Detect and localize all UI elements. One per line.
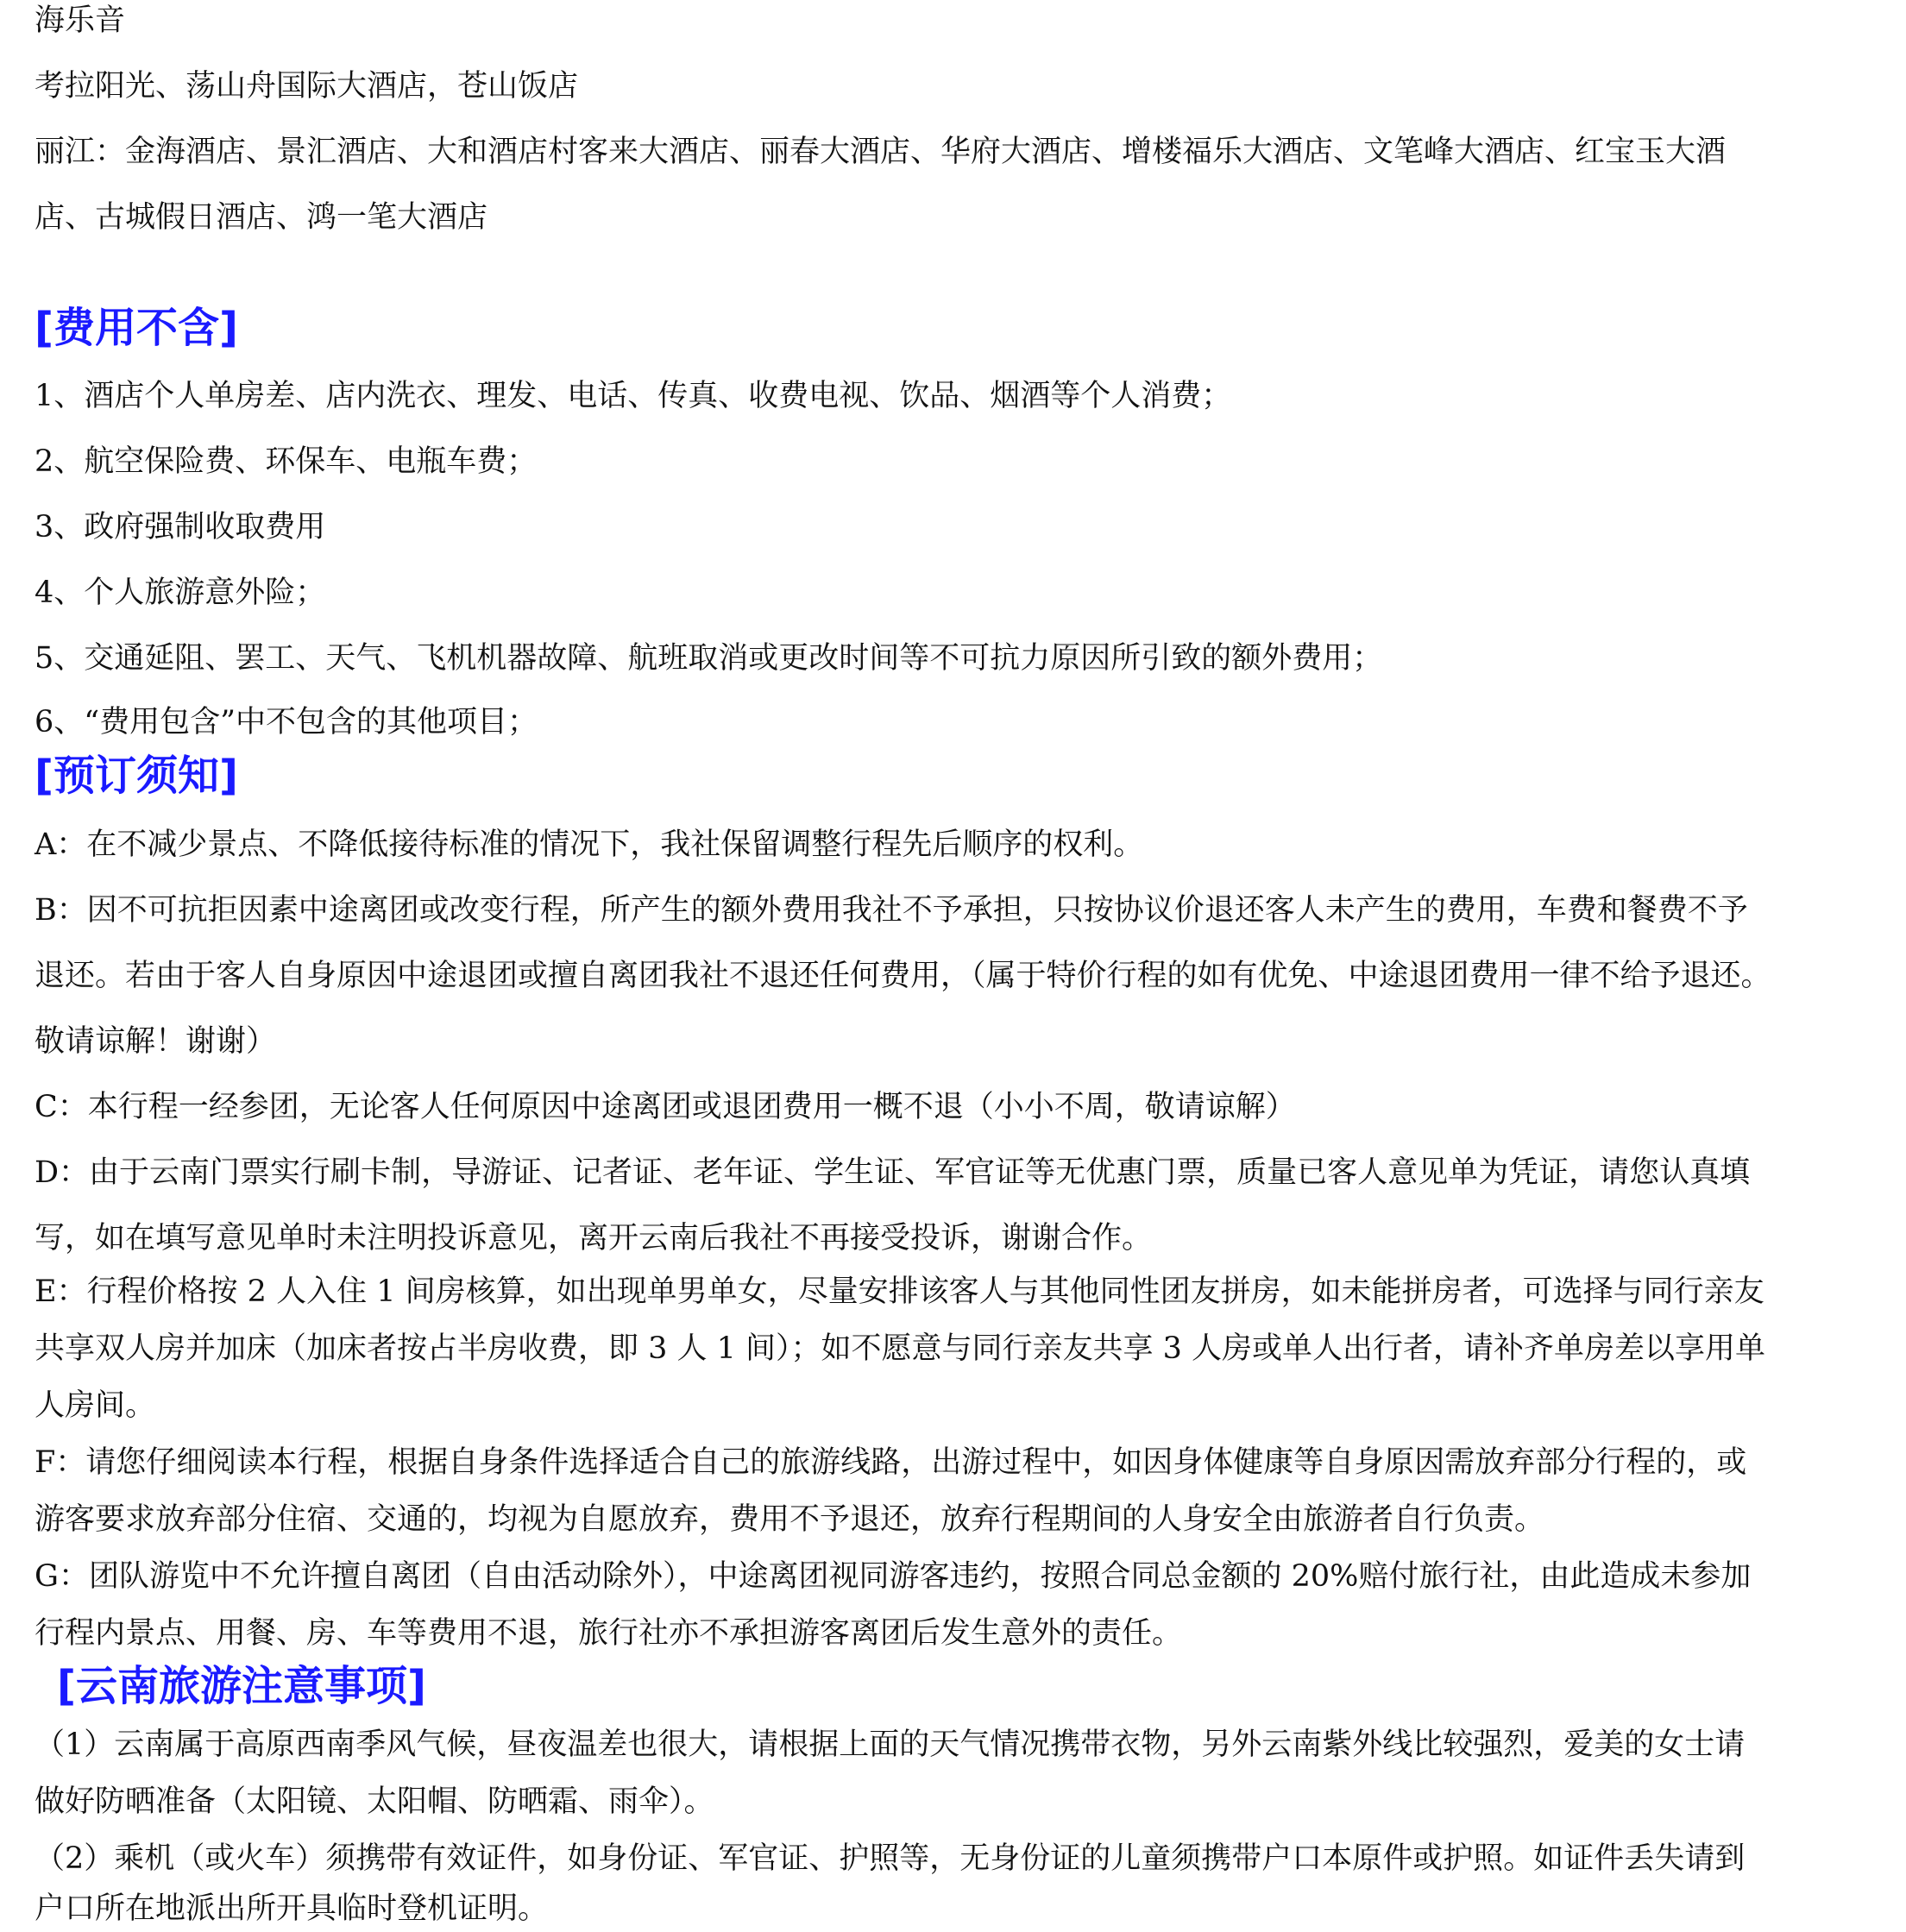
list-item: E：行程价格按 2 人入住 1 间房核算，如出现单男单女，尽量安排该客人与其他同性团友拼房，如未能拼房者，可选择与同行亲友 (35, 1274, 1764, 1309)
hotel-line: 店、古城假日酒店、鸿一笔大酒店 (35, 200, 488, 235)
list-item: 户口所在地派出所开具临时登机证明。 (35, 1891, 549, 1926)
hotel-line: 丽江：金海酒店、景汇酒店、大和酒店村客来大酒店、丽春大酒店、华府大酒店、增楼福乐大酒店、文笔峰大酒店、红宝玉大酒 (35, 135, 1727, 169)
hotel-line: 考拉阳光、荡山舟国际大酒店，苍山饭店 (35, 69, 579, 104)
list-item: D：由于云南门票实行刷卡制，导游证、记者证、老年证、学生证、军官证等无优惠门票，质量已客人意见单为凭证，请您认真填 (35, 1155, 1751, 1190)
list-item: A：在不减少景点、不降低接待标准的情况下，我社保留调整行程先后顺序的权利。 (35, 828, 1144, 862)
list-item: 4、个人旅游意外险； (35, 576, 326, 610)
hotel-line: 海乐音 (35, 3, 126, 38)
section-heading-excluded: [费用不含] (35, 304, 238, 352)
list-item: 行程内景点、用餐、房、车等费用不退，旅行社亦不承担游客离团后发生意外的责任。 (35, 1616, 1183, 1651)
list-item: 写，如在填写意见单时未注明投诉意见，离开云南后我社不再接受投诉，谢谢合作。 (35, 1221, 1153, 1255)
section-heading-booking: [预订须知] (35, 752, 238, 800)
list-item: 3、政府强制收取费用 (35, 510, 326, 544)
list-item: F：请您仔细阅读本行程，根据自身条件选择适合自己的旅游线路，出游过程中，如因身体健康等自身原因需放弃部分行程的，或 (35, 1445, 1747, 1480)
list-item: 2、航空保险费、环保车、电瓶车费； (35, 444, 538, 479)
list-item: 做好防晒准备（太阳镜、太阳帽、防晒霜、雨伞）。 (35, 1784, 714, 1819)
list-item: （1）云南属于高原西南季风气候，昼夜温差也很大，请根据上面的天气情况携带衣物，另外云南紫外线比较强烈，爱美的女士请 (35, 1727, 1746, 1762)
list-item: B：因不可抗拒因素中途离团或改变行程，所产生的额外费用我社不予承担，只按协议价退还客人未产生的费用，车费和餐费不予 (35, 893, 1748, 928)
list-item: 退还。若由于客人自身原因中途退团或擅自离团我社不退还任何费用，（属于特价行程的如有优免、中途退团费用一律不给予退还。 (35, 959, 1771, 993)
list-item: 6、“费用包含”中不包含的其他项目； (35, 705, 538, 739)
list-item: 5、交通延阻、罢工、天气、飞机机器故障、航班取消或更改时间等不可抗力原因所引致的额外费用； (35, 641, 1383, 676)
list-item: G：团队游览中不允许擅自离团（自由活动除外），中途离团视同游客违约，按照合同总金额的 20%赔付旅行社，由此造成未参加 (35, 1559, 1752, 1594)
list-item: 人房间。 (35, 1388, 156, 1423)
list-item: （2）乘机（或火车）须携带有效证件，如身份证、军官证、护照等，无身份证的儿童须携带户口本原件或护照。如证件丢失请到 (35, 1841, 1746, 1876)
list-item: 游客要求放弃部分住宿、交通的，均视为自愿放弃，费用不予退还，放弃行程期间的人身安全由旅游者自行负责。 (35, 1502, 1545, 1537)
list-item: 1、酒店个人单房差、店内洗衣、理发、电话、传真、收费电视、饮品、烟酒等个人消费； (35, 379, 1232, 413)
list-item: C：本行程一经参团，无论客人任何原因中途离团或退团费用一概不退（小小不周，敬请谅解） (35, 1090, 1296, 1124)
list-item: 共享双人房并加床（加床者按占半房收费，即 3 人 1 间）；如不愿意与同行亲友共享 3 人房或单人出行者，请补齐单房差以享用单 (35, 1331, 1766, 1366)
section-heading-notes: [云南旅游注意事项] (57, 1662, 426, 1710)
list-item: 敬请谅解！谢谢） (35, 1024, 277, 1059)
